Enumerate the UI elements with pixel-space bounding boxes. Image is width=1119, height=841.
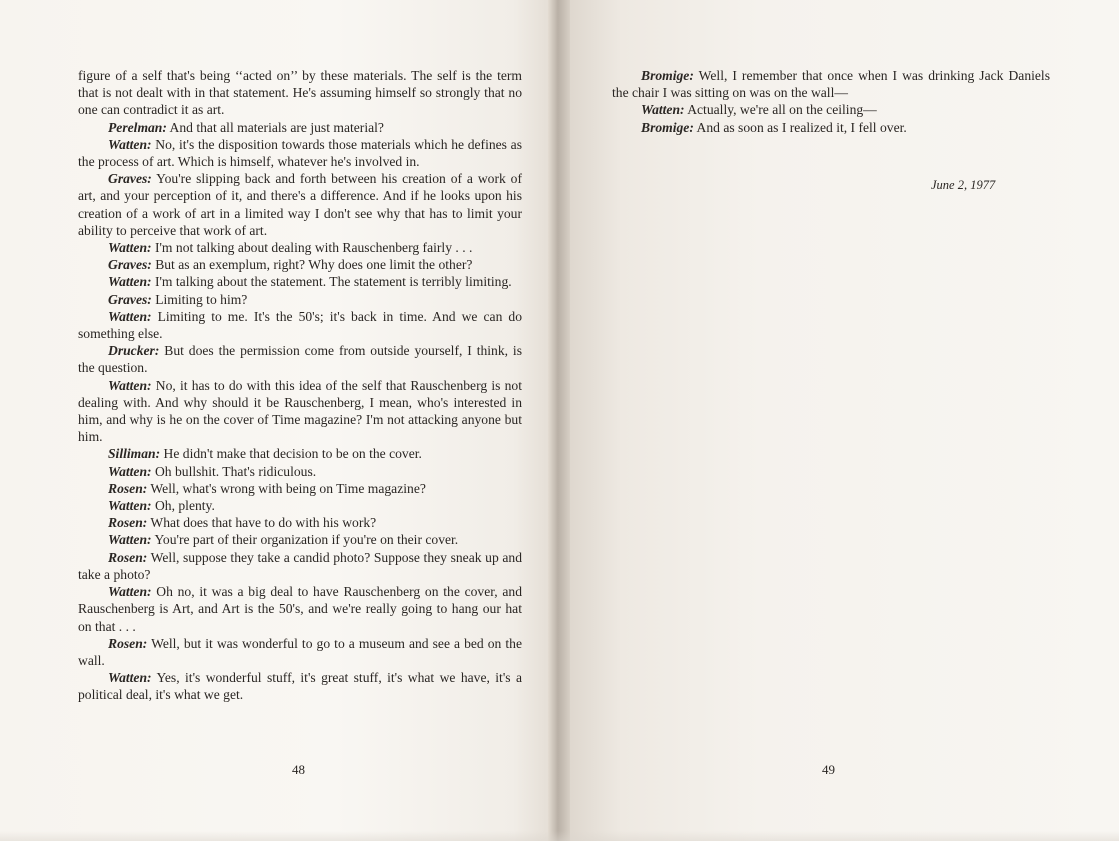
speech-text: Well, I remember that once when I was drinking Jack Daniels the chair I was sitting on was on the wall— [612,68,1050,101]
speaker-name: Watten: [108,498,152,514]
speech-text: No, it has to do with this idea of the self that Rauschenberg is not dealing with. And why should it be Rauschenberg, I mean, who's interested in him, and why is he on the cover of Time magazine? I'm not attacking anyone but him. [78,377,522,445]
speaker-name: Watten: [641,102,685,118]
left-page [0,0,558,841]
speech-text: You're slipping back and forth between his creation of a work of art, and your perception of it, and there's a difference. And if he looks upon his creation of a work of art in a limited way I don't see why that has to limit your ability to perceive that work of art. [78,171,522,238]
speech-text: No, it's the disposition towards those materials which he defines as the process of art. Which is himself, whatever he's involved in. [78,136,522,170]
dialogue-paragraph [78,67,522,119]
right-page-text [612,67,1050,136]
dialogue-paragraph [78,549,522,583]
speaker-name: Drucker: [108,343,160,359]
speaker-name: Watten: [108,240,152,256]
speech-text: Well, but it was wonderful to go to a museum and see a bed on the wall. [78,635,522,668]
dialogue-paragraph [78,463,522,480]
speech-text: Oh, plenty. [151,498,215,514]
dialogue-paragraph [78,635,522,669]
speaker-name: Watten: [108,274,152,290]
dialogue-paragraph [612,67,1050,101]
speaker-name: Watten: [108,670,152,686]
dialogue-paragraph [78,308,522,342]
dialogue-paragraph [78,531,522,548]
speaker-name: Watten: [108,463,152,479]
dialogue-paragraph [78,377,522,446]
dialogue-paragraph [612,101,1050,118]
speech-text: What does that have to do with his work? [147,515,377,531]
speech-text: Well, suppose they take a candid photo? Suppose they sneak up and take a photo? [78,549,522,582]
speaker-name: Graves: [108,257,152,273]
dialogue-paragraph [78,170,522,239]
bottom-shade [0,831,1119,841]
dialogue-paragraph [78,273,522,290]
dialogue-paragraph [78,480,522,497]
page-number-left: 48 [292,762,305,777]
dialogue-paragraph [78,669,522,703]
speech-text: Limiting to him? [151,291,248,307]
dialogue-paragraph [78,136,522,170]
dialogue-paragraph [78,256,522,273]
dialogue-paragraph [78,583,522,635]
speaker-name: Graves: [108,291,152,307]
page-number-right: 49 [822,762,835,777]
dateline: June 2, 1977 [931,178,996,192]
speech-text: figure of a self that's being ‘‘acted on’’ by these materials. The self is the term that is not dealt with in that statement. He's assuming himself so strongly that no one can contradict it as art. [78,68,522,118]
speaker-name: Rosen: [108,635,148,651]
speaker-name: Watten: [108,532,152,548]
speaker-name: Rosen: [108,515,148,531]
speech-text: Limiting to me. It's the 50's; it's back in time. And we can do something else. [78,308,522,342]
dialogue-paragraph [78,497,522,514]
dialogue-paragraph [78,239,522,256]
speech-text: And that all materials are just material? [166,119,384,135]
speech-text: I'm not talking about dealing with Rauschenberg fairly . . . [151,240,473,256]
speech-text: You're part of their organization if you're on their cover. [151,532,459,548]
speaker-name: Watten: [108,377,152,393]
speaker-name: Bromige: [641,68,694,83]
speaker-name: Perelman: [108,119,167,135]
speech-text: Actually, we're all on the ceiling— [684,102,877,118]
speech-text: I'm talking about the statement. The statement is terribly limiting. [151,274,512,290]
speaker-name: Watten: [108,584,152,600]
book-gutter [548,0,570,841]
speaker-name: Bromige: [641,119,694,135]
dialogue-paragraph [78,342,522,376]
speech-text: But as an exemplum, right? Why does one limit the other? [151,257,473,273]
speaker-name: Watten: [108,136,152,152]
speech-text: And as soon as I realized it, I fell over. [693,119,907,135]
speech-text: He didn't make that decision to be on the cover. [160,446,422,462]
speech-text: Well, what's wrong with being on Time magazine? [147,480,426,496]
speaker-name: Graves: [108,171,152,187]
speech-text: Oh bullshit. That's ridiculous. [151,463,317,479]
speaker-name: Rosen: [108,549,148,565]
dialogue-paragraph [78,445,522,462]
speech-text: But does the permission come from outside yourself, I think, is the question. [78,343,522,376]
dialogue-paragraph [612,119,1050,136]
speech-text: Yes, it's wonderful stuff, it's great stuff, it's what we have, it's a political deal, it's what we get. [78,670,522,703]
left-page-text [78,67,522,704]
dialogue-paragraph [78,291,522,308]
speaker-name: Rosen: [108,480,148,496]
dialogue-paragraph [78,119,522,136]
speech-text: Oh no, it was a big deal to have Rauschenberg on the cover, and Rauschenberg is Art, and Art is the 50's, and we're really going to hang our hat on that . . . [78,584,522,634]
speaker-name: Silliman: [108,446,161,462]
speaker-name: Watten: [108,308,152,324]
dialogue-paragraph [78,514,522,531]
